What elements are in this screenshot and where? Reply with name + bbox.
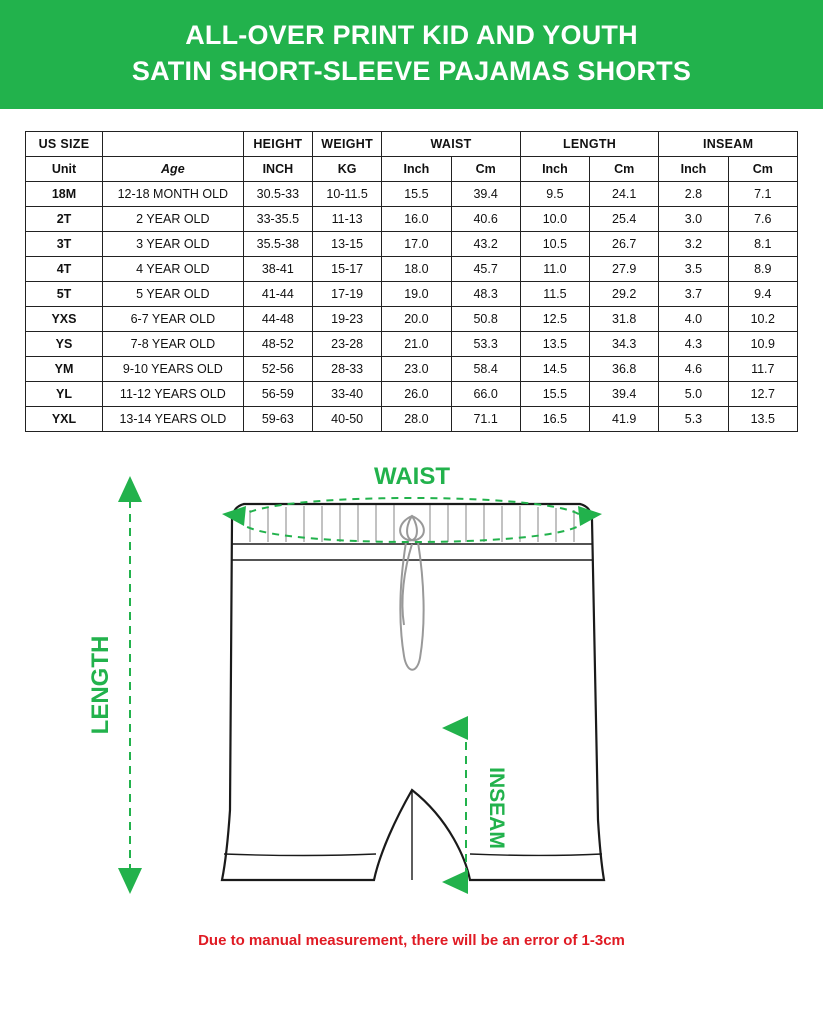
cell-waist-cm: 40.6 — [451, 207, 520, 232]
unit-length-inch: Inch — [520, 157, 589, 182]
cell-age: 11-12 YEARS OLD — [102, 382, 243, 407]
cell-inseam-in: 3.7 — [659, 282, 728, 307]
header-inseam: INSEAM — [659, 132, 798, 157]
cell-weight: 10-11.5 — [312, 182, 381, 207]
cell-length-in: 13.5 — [520, 332, 589, 357]
cell-inseam-cm: 7.6 — [728, 207, 797, 232]
cell-length-in: 11.0 — [520, 257, 589, 282]
page-title-line-1: ALL-OVER PRINT KID AND YOUTH — [185, 20, 638, 50]
unit-inseam-inch: Inch — [659, 157, 728, 182]
cell-waist-cm: 50.8 — [451, 307, 520, 332]
cell-length-in: 12.5 — [520, 307, 589, 332]
cell-height: 30.5-33 — [243, 182, 312, 207]
cell-waist-cm: 45.7 — [451, 257, 520, 282]
cell-size: YL — [26, 382, 103, 407]
header-weight: WEIGHT — [312, 132, 381, 157]
cell-weight: 15-17 — [312, 257, 381, 282]
inseam-label: INSEAM — [485, 767, 508, 850]
cell-inseam-in: 4.0 — [659, 307, 728, 332]
cell-inseam-cm: 8.1 — [728, 232, 797, 257]
unit-height: INCH — [243, 157, 312, 182]
cell-weight: 33-40 — [312, 382, 381, 407]
header-blank — [102, 132, 243, 157]
table-row — [26, 232, 798, 257]
cell-size: 2T — [26, 207, 103, 232]
cell-length-cm: 39.4 — [590, 382, 659, 407]
page-header — [0, 0, 823, 109]
cell-length-in: 10.0 — [520, 207, 589, 232]
cell-waist-in: 16.0 — [382, 207, 451, 232]
cell-length-cm: 34.3 — [590, 332, 659, 357]
cell-waist-in: 20.0 — [382, 307, 451, 332]
size-chart-wrapper — [25, 131, 798, 432]
cell-length-cm: 26.7 — [590, 232, 659, 257]
cell-waist-in: 28.0 — [382, 407, 451, 432]
cell-length-in: 10.5 — [520, 232, 589, 257]
cell-length-in: 11.5 — [520, 282, 589, 307]
cell-length-in: 15.5 — [520, 382, 589, 407]
table-unit-header-row — [26, 157, 798, 182]
cell-length-cm: 24.1 — [590, 182, 659, 207]
waist-label: WAIST — [374, 463, 450, 491]
cell-age: 13-14 YEARS OLD — [102, 407, 243, 432]
cell-age: 2 YEAR OLD — [102, 207, 243, 232]
table-group-header-row — [26, 132, 798, 157]
measurement-disclaimer: Due to manual measurement, there will be an error of 1-3cm — [198, 932, 625, 950]
cell-inseam-cm: 10.9 — [728, 332, 797, 357]
size-chart-table — [25, 131, 798, 432]
cell-height: 33-35.5 — [243, 207, 312, 232]
table-row — [26, 332, 798, 357]
table-row — [26, 357, 798, 382]
cell-weight: 40-50 — [312, 407, 381, 432]
cell-size: 4T — [26, 257, 103, 282]
cell-height: 38-41 — [243, 257, 312, 282]
cell-inseam-in: 3.5 — [659, 257, 728, 282]
cell-waist-cm: 66.0 — [451, 382, 520, 407]
cell-weight: 13-15 — [312, 232, 381, 257]
cell-waist-cm: 39.4 — [451, 182, 520, 207]
cell-weight: 28-33 — [312, 357, 381, 382]
cell-age: 4 YEAR OLD — [102, 257, 243, 282]
cell-size: 5T — [26, 282, 103, 307]
cell-length-cm: 29.2 — [590, 282, 659, 307]
length-label: LENGTH — [87, 635, 114, 735]
cell-height: 56-59 — [243, 382, 312, 407]
header-height: HEIGHT — [243, 132, 312, 157]
cell-length-in: 14.5 — [520, 357, 589, 382]
cell-age: 12-18 MONTH OLD — [102, 182, 243, 207]
cell-inseam-in: 4.3 — [659, 332, 728, 357]
unit-length-cm: Cm — [590, 157, 659, 182]
header-us-size: US SIZE — [26, 132, 103, 157]
cell-waist-in: 17.0 — [382, 232, 451, 257]
unit-label: Unit — [26, 157, 103, 182]
table-row — [26, 257, 798, 282]
cell-length-in: 9.5 — [520, 182, 589, 207]
cell-inseam-in: 2.8 — [659, 182, 728, 207]
cell-weight: 23-28 — [312, 332, 381, 357]
cell-length-cm: 36.8 — [590, 357, 659, 382]
cell-length-cm: 41.9 — [590, 407, 659, 432]
cell-waist-in: 26.0 — [382, 382, 451, 407]
cell-inseam-in: 5.3 — [659, 407, 728, 432]
cell-age: 5 YEAR OLD — [102, 282, 243, 307]
cell-size: YXL — [26, 407, 103, 432]
cell-age: 6-7 YEAR OLD — [102, 307, 243, 332]
cell-weight: 11-13 — [312, 207, 381, 232]
cell-age: 9-10 YEARS OLD — [102, 357, 243, 382]
cell-height: 41-44 — [243, 282, 312, 307]
cell-height: 52-56 — [243, 357, 312, 382]
unit-waist-cm: Cm — [451, 157, 520, 182]
cell-weight: 17-19 — [312, 282, 381, 307]
cell-inseam-cm: 7.1 — [728, 182, 797, 207]
cell-waist-cm: 71.1 — [451, 407, 520, 432]
cell-inseam-in: 3.0 — [659, 207, 728, 232]
cell-waist-in: 15.5 — [382, 182, 451, 207]
cell-length-cm: 31.8 — [590, 307, 659, 332]
cell-waist-cm: 43.2 — [451, 232, 520, 257]
table-row — [26, 207, 798, 232]
cell-height: 44-48 — [243, 307, 312, 332]
shorts-illustration — [222, 504, 604, 880]
page-title-line-2: SATIN SHORT-SLEEVE PAJAMAS SHORTS — [131, 55, 692, 86]
cell-weight: 19-23 — [312, 307, 381, 332]
cell-inseam-cm: 13.5 — [728, 407, 797, 432]
cell-inseam-in: 3.2 — [659, 232, 728, 257]
unit-waist-inch: Inch — [382, 157, 451, 182]
cell-size: YXS — [26, 307, 103, 332]
unit-weight: KG — [312, 157, 381, 182]
cell-inseam-cm: 11.7 — [728, 357, 797, 382]
cell-waist-cm: 48.3 — [451, 282, 520, 307]
cell-size: 18M — [26, 182, 103, 207]
cell-inseam-in: 5.0 — [659, 382, 728, 407]
cell-length-cm: 25.4 — [590, 207, 659, 232]
cell-height: 35.5-38 — [243, 232, 312, 257]
table-row — [26, 407, 798, 432]
header-length: LENGTH — [520, 132, 659, 157]
cell-waist-in: 23.0 — [382, 357, 451, 382]
unit-age: Age — [102, 157, 243, 182]
measurement-diagram — [0, 460, 823, 930]
table-row — [26, 307, 798, 332]
header-waist: WAIST — [382, 132, 521, 157]
cell-waist-cm: 58.4 — [451, 357, 520, 382]
cell-height: 59-63 — [243, 407, 312, 432]
cell-age: 7-8 YEAR OLD — [102, 332, 243, 357]
cell-waist-in: 19.0 — [382, 282, 451, 307]
cell-length-cm: 27.9 — [590, 257, 659, 282]
cell-size: YS — [26, 332, 103, 357]
cell-waist-in: 21.0 — [382, 332, 451, 357]
table-row — [26, 282, 798, 307]
cell-height: 48-52 — [243, 332, 312, 357]
cell-waist-cm: 53.3 — [451, 332, 520, 357]
cell-length-in: 16.5 — [520, 407, 589, 432]
cell-inseam-in: 4.6 — [659, 357, 728, 382]
unit-inseam-cm: Cm — [728, 157, 797, 182]
cell-size: 3T — [26, 232, 103, 257]
table-row — [26, 182, 798, 207]
table-row — [26, 382, 798, 407]
cell-inseam-cm: 12.7 — [728, 382, 797, 407]
cell-inseam-cm: 10.2 — [728, 307, 797, 332]
cell-age: 3 YEAR OLD — [102, 232, 243, 257]
cell-inseam-cm: 9.4 — [728, 282, 797, 307]
cell-inseam-cm: 8.9 — [728, 257, 797, 282]
cell-waist-in: 18.0 — [382, 257, 451, 282]
cell-size: YM — [26, 357, 103, 382]
